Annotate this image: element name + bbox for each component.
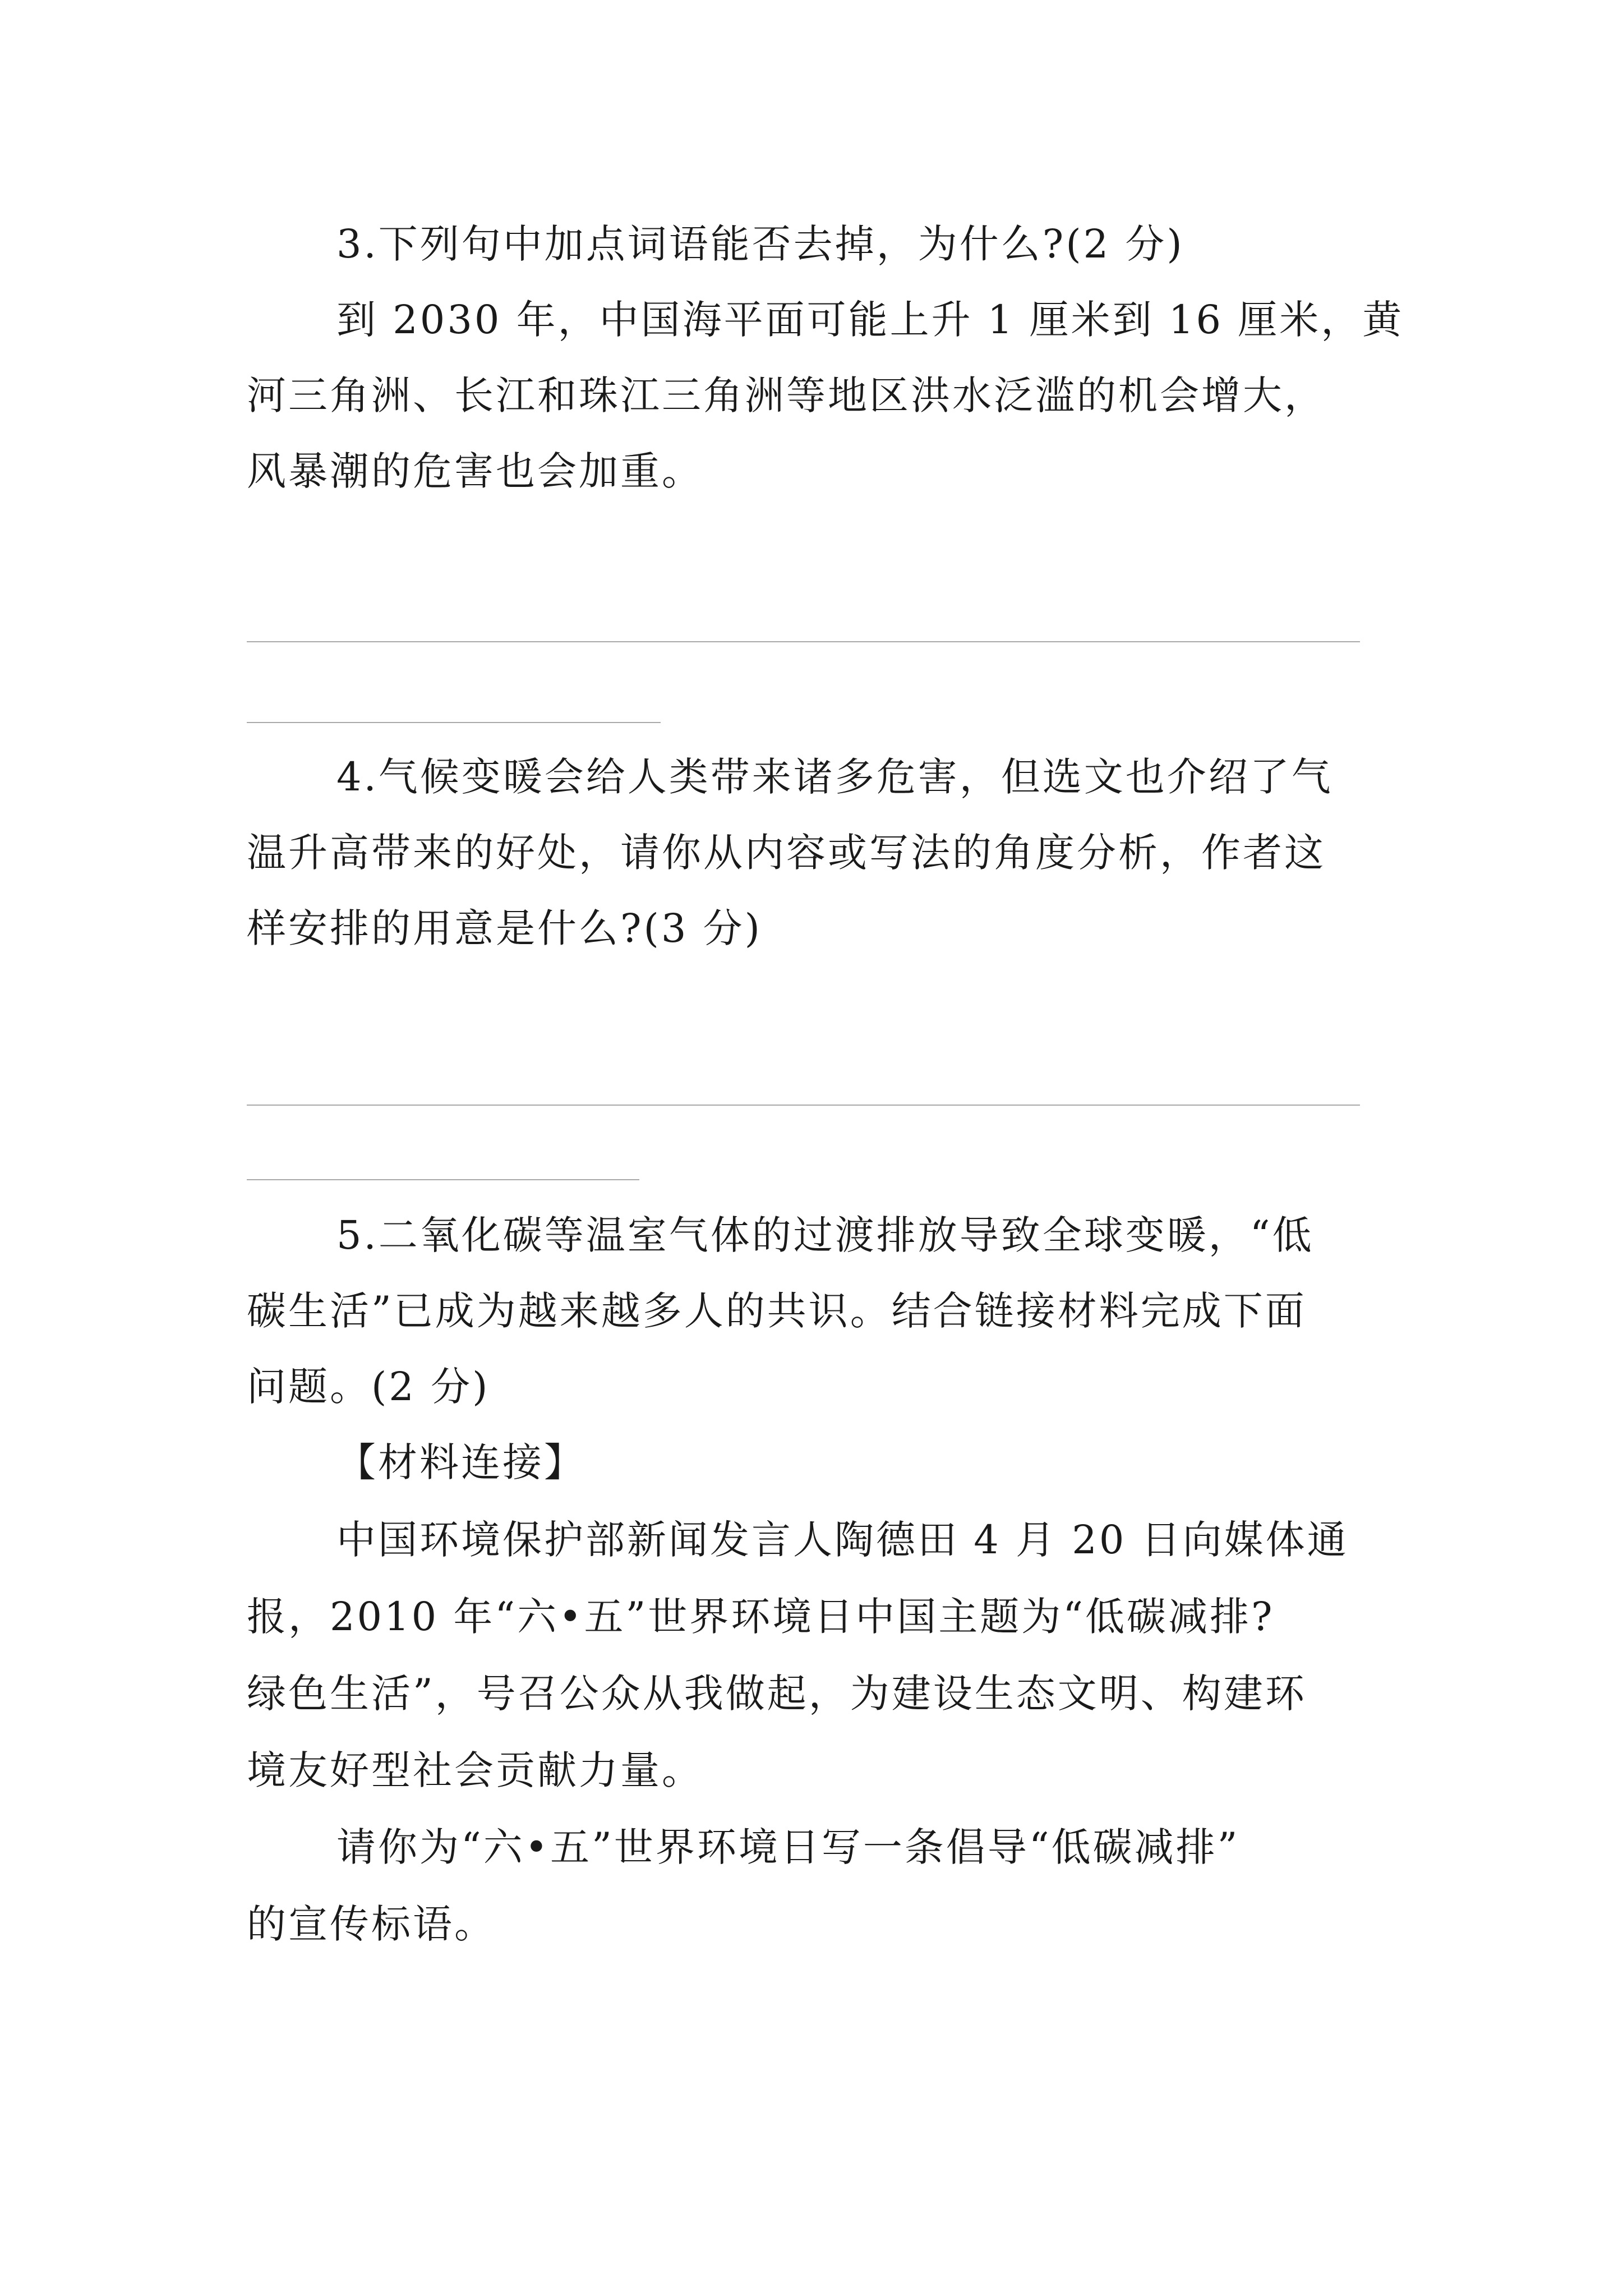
question-5-line: 问题。(2 分) xyxy=(247,1364,490,1410)
task-line: 的宣传标语。 xyxy=(247,1901,496,1947)
answer-line[interactable] xyxy=(247,722,661,723)
answer-line[interactable] xyxy=(247,641,1360,642)
material-line: 境友好型社会贡献力量。 xyxy=(247,1747,703,1793)
answer-line[interactable] xyxy=(247,1179,639,1180)
question-3-passage-line: 河三角洲、长江和珠江三角洲等地区洪水泛滥的机会增大， xyxy=(247,372,1326,418)
question-3-passage-line: 风暴潮的危害也会加重。 xyxy=(247,448,703,494)
question-4-line: 4.气候变暖会给人类带来诸多危害，但选文也介绍了气 xyxy=(336,754,1333,800)
question-5-line: 5.二氧化碳等温室气体的过渡排放导致全球变暖，“低 xyxy=(336,1212,1314,1258)
material-heading: 【材料连接】 xyxy=(336,1439,585,1485)
question-5-line: 碳生活”已成为越来越多人的共识。结合链接材料完成下面 xyxy=(247,1288,1307,1334)
question-3-passage-line: 到 2030 年，中国海平面可能上升 1 厘米到 16 厘米，黄 xyxy=(336,297,1404,343)
question-3-title: 3.下列句中加点词语能否去掉，为什么?(2 分) xyxy=(336,221,1184,267)
question-4-line: 样安排的用意是什么?(3 分) xyxy=(247,905,762,951)
material-line: 报，2010 年“六•五”世界环境日中国主题为“低碳减排? xyxy=(247,1594,1275,1640)
material-line: 中国环境保护部新闻发言人陶德田 4 月 20 日向媒体通 xyxy=(336,1517,1349,1563)
question-4-line: 温升高带来的好处，请你从内容或写法的角度分析，作者这 xyxy=(247,830,1326,876)
answer-line[interactable] xyxy=(247,1105,1360,1106)
task-line: 请你为“六•五”世界环境日写一条倡导“低碳减排” xyxy=(336,1824,1240,1870)
material-line: 绿色生活”，号召公众从我做起，为建设生态文明、构建环 xyxy=(247,1671,1307,1717)
